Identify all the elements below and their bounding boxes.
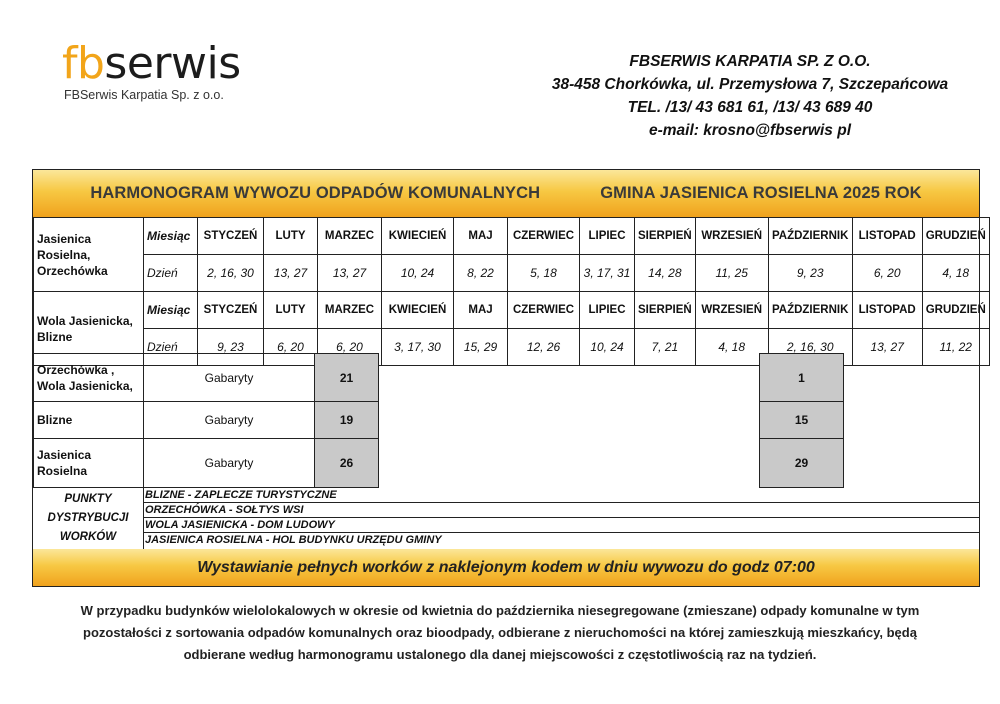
gabaryty-location [34,439,144,488]
month-header: STYCZEŃ [198,292,264,329]
gabaryty-october: 29 [760,439,844,488]
day-label: Dzień [144,255,198,292]
month-header: STYCZEŃ [198,218,264,255]
day-cell: 13, 27 [318,255,382,292]
month-header: GRUDZIEŃ [922,292,989,329]
location-line: Jasienica [37,231,92,246]
table-row [34,218,990,255]
day-cell: 6, 20 [852,255,922,292]
day-cell: 14, 28 [635,255,696,292]
month-header: LIPIEC [580,292,635,329]
gabaryty-march: 19 [315,402,379,439]
month-header: KWIECIEŃ [382,218,454,255]
schedule-title [33,170,979,217]
company-phone: TEL. /13/ 43 681 61, /13/ 43 689 40 [627,99,873,116]
month-header: WRZESIEŃ [695,292,768,329]
day-cell: 11, 25 [695,255,768,292]
month-header: CZERWIEC [508,292,580,329]
month-header: PAŹDZIERNIK [768,218,852,255]
month-header: LIPIEC [580,218,635,255]
day-cell: 3, 17, 30 [382,329,454,366]
company-info [540,50,960,142]
day-label: Dzień [144,329,198,366]
location-line: Orzechówka [37,263,108,278]
distribution-point: WOLA JASIENICKA - DOM LUDOWY [143,518,979,533]
day-cell: 7, 21 [635,329,696,366]
day-cell: 3, 17, 31 [580,255,635,292]
location-line: Rosielna, [37,247,91,262]
month-header: SIERPIEŃ [635,292,696,329]
location-line: Blizne [37,329,73,344]
logo-fb: fb [62,38,105,89]
gabaryty-label: Gabaryty [144,439,315,488]
month-header: LUTY [264,218,318,255]
gabaryty-october: 1 [760,354,844,402]
logo-serwis: serwis [104,38,241,89]
day-cell: 8, 22 [454,255,508,292]
month-header: GRUDZIEŃ [922,218,989,255]
month-header: MAJ [454,218,508,255]
distribution-points-label [33,488,144,549]
location-line: Wola Jasienicka, [37,313,133,328]
day-cell: 2, 16, 30 [768,329,852,366]
month-label: Miesiąc [144,218,198,255]
gabaryty-table [33,353,980,488]
day-cell: 12, 26 [508,329,580,366]
gabaryty-march: 21 [315,354,379,402]
logo-subtitle: FBSerwis Karpatia Sp. z o.o. [64,88,224,102]
month-header: MARZEC [318,218,382,255]
month-header: KWIECIEŃ [382,292,454,329]
gabaryty-location [34,354,144,402]
day-cell: 4, 18 [922,255,989,292]
day-cell: 10, 24 [580,329,635,366]
title-main: HARMONOGRAM WYWOZU ODPADÓW KOMUNALNYCH [90,184,541,202]
location-line: Rosielna [37,464,88,478]
gabaryty-label: Gabaryty [144,402,315,439]
blank-cell [844,354,980,488]
day-cell: 4, 18 [695,329,768,366]
table-row [34,354,980,402]
label-line: WORKÓW [59,531,117,543]
label-line: DYSTRYBUCJI [47,512,129,524]
day-cell: 2, 16, 30 [198,255,264,292]
table-row [34,292,990,329]
company-logo [62,38,241,102]
day-cell: 13, 27 [852,329,922,366]
day-cell: 9, 23 [198,329,264,366]
distribution-point: BLIZNE - ZAPLECZE TURYSTYCZNE [143,488,979,503]
month-header: CZERWIEC [508,218,580,255]
location-line: Jasienica [37,448,92,462]
collection-notice: Wystawianie pełnych worków z naklejonym kodem w dniu wywozu do godz 07:00 [33,549,979,586]
day-cell: 6, 20 [318,329,382,366]
gabaryty-label: Gabaryty [144,354,315,402]
distribution-point: JASIENICA ROSIELNA - HOL BUDYNKU URZĘDU GMINY [145,534,442,546]
location-cell [34,218,144,292]
month-header: WRZESIEŃ [695,218,768,255]
gabaryty-march: 26 [315,439,379,488]
location-line: Orzechówka , [37,362,115,377]
month-label: Miesiąc [144,292,198,329]
footer-line: W przypadku budynków wielolokalowych w okresie od kwietnia do października niesegregowane (zmieszane) odpady komunalne w tym [80,603,920,618]
company-email: e-mail: krosno@fbserwis pl [648,122,852,139]
location-line: Wola Jasienicka, [37,378,133,393]
month-header: SIERPIEŃ [635,218,696,255]
month-header: MAJ [454,292,508,329]
blank-cell [379,354,760,488]
day-cell: 13, 27 [264,255,318,292]
label-line: PUNKTY [64,493,112,505]
day-cell: 15, 29 [454,329,508,366]
month-header: LISTOPAD [852,218,922,255]
day-cell: 5, 18 [508,255,580,292]
day-cell: 6, 20 [264,329,318,366]
month-header: LUTY [264,292,318,329]
company-address: 38-458 Chorkówka, ul. Przemysłowa 7, Szczepańcowa [551,76,949,93]
gabaryty-october: 15 [760,402,844,439]
footer-line: odbierane według harmonogramu ustalonego dla danej miejscowości z częstotliwością raz na tydzień. [183,647,817,662]
day-cell: 9, 23 [768,255,852,292]
company-name: FBSERWIS KARPATIA SP. Z O.O. [629,53,871,70]
footer-line: pozostałości z sortowania odpadów komunalnych oraz bioodpady, odbierane z nieruchomości na której zamieszkują mieszkańcy, będą [83,625,917,640]
title-gmina: GMINA JASIENICA ROSIELNA 2025 ROK [600,184,922,202]
distribution-points-list [143,488,979,547]
month-header: PAŹDZIERNIK [768,292,852,329]
day-cell: 11, 22 [922,329,989,366]
footer-note [20,600,980,666]
month-header: LISTOPAD [852,292,922,329]
table-row [34,255,990,292]
schedule-table [33,217,990,366]
month-header: MARZEC [318,292,382,329]
distribution-point: ORZECHÓWKA - SOŁTYS WSI [143,503,979,518]
gabaryty-location: Blizne [34,402,144,439]
day-cell: 10, 24 [382,255,454,292]
